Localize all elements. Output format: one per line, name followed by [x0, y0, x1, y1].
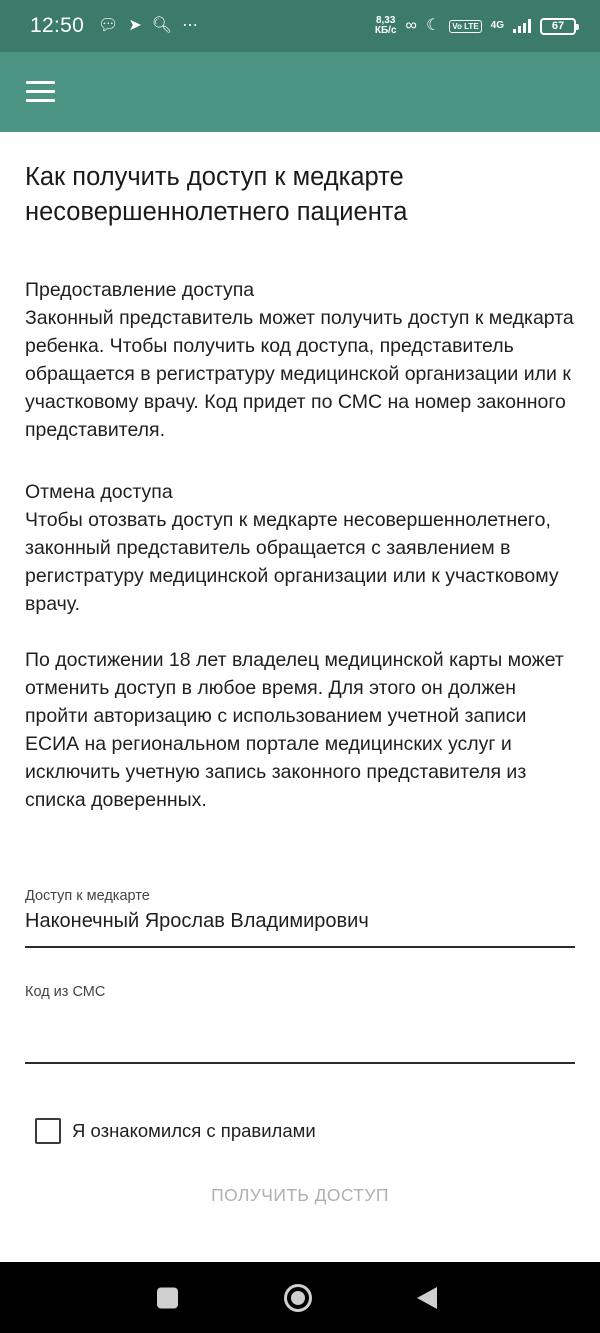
section-body: Чтобы отозвать доступ к медкарте несовершеннолетнего, законный представитель обращается с заявлением в регистратуру медицинской организации или к участковому врачу.	[25, 509, 559, 615]
status-bar	[0, 0, 600, 52]
section-heading: Отмена доступа	[25, 481, 173, 503]
access-field-label: Доступ к медкарте	[25, 888, 150, 904]
network-speed	[375, 16, 397, 36]
status-indicators	[375, 16, 576, 36]
sms-code-field[interactable]	[25, 984, 575, 1064]
telegram-icon: ➤	[128, 17, 142, 34]
section-body: По достижении 18 лет владелец медицинской карты может отменить доступ в любое время. Для этого он должен пройти авторизацию с использованием учетной записи ЕСИА на региональном портале медицинских услуг и исключить учетную запись законного представителя из списка доверенных.	[25, 649, 564, 811]
network-speed-unit: КБ/с	[374, 25, 397, 36]
battery-icon	[540, 18, 576, 35]
app-bar	[0, 52, 600, 132]
section-grant-access	[25, 276, 580, 444]
battery-level: 67	[551, 20, 565, 32]
network-type: 4G	[490, 20, 504, 31]
section-heading: Предоставление доступа	[25, 279, 255, 301]
signal-strength-icon	[513, 19, 531, 33]
chat-bubble-icon: 💬︎	[98, 17, 119, 34]
volte-badge: Vo LTE	[449, 20, 481, 33]
agree-checkbox[interactable]	[35, 1118, 61, 1144]
section-adult-revoke	[25, 646, 580, 814]
sms-code-input[interactable]	[25, 1006, 575, 1032]
network-speed-value: 8,33	[375, 15, 396, 26]
status-time: 12:50	[30, 14, 85, 37]
home-icon[interactable]	[284, 1284, 312, 1312]
sms-code-label: Код из СМС	[25, 984, 106, 1000]
page-content	[25, 160, 580, 814]
search-icon: 🔍︎	[151, 17, 173, 34]
section-revoke-access	[25, 478, 580, 618]
agree-checkbox-row[interactable]	[35, 1118, 316, 1144]
do-not-disturb-moon-icon: ☾	[425, 17, 441, 34]
hotspot-link-icon: ∞	[405, 17, 417, 34]
page-title: Как получить доступ к медкарте несовершеннолетнего пациента	[25, 163, 408, 226]
hamburger-menu-icon[interactable]	[26, 79, 56, 105]
get-access-button[interactable]: ПОЛУЧИТЬ ДОСТУП	[0, 1178, 600, 1212]
access-field-value[interactable]: Наконечный Ярослав Владимирович	[25, 910, 369, 932]
notification-icons	[98, 18, 198, 34]
access-field[interactable]	[25, 888, 575, 948]
system-navigation-bar	[0, 1262, 600, 1333]
section-body: Законный представитель может получить доступ к медкарта ребенка. Чтобы получить код доступа, представитель обращается в регистратуру медицинской организации или к участковому врачу. Код придет по СМС на номер законного представителя.	[25, 307, 574, 441]
recent-apps-icon[interactable]	[157, 1287, 178, 1308]
more-icon: ⋯	[182, 17, 199, 34]
back-icon[interactable]	[417, 1287, 437, 1309]
agree-checkbox-label[interactable]: Я ознакомился с правилами	[72, 1120, 316, 1141]
